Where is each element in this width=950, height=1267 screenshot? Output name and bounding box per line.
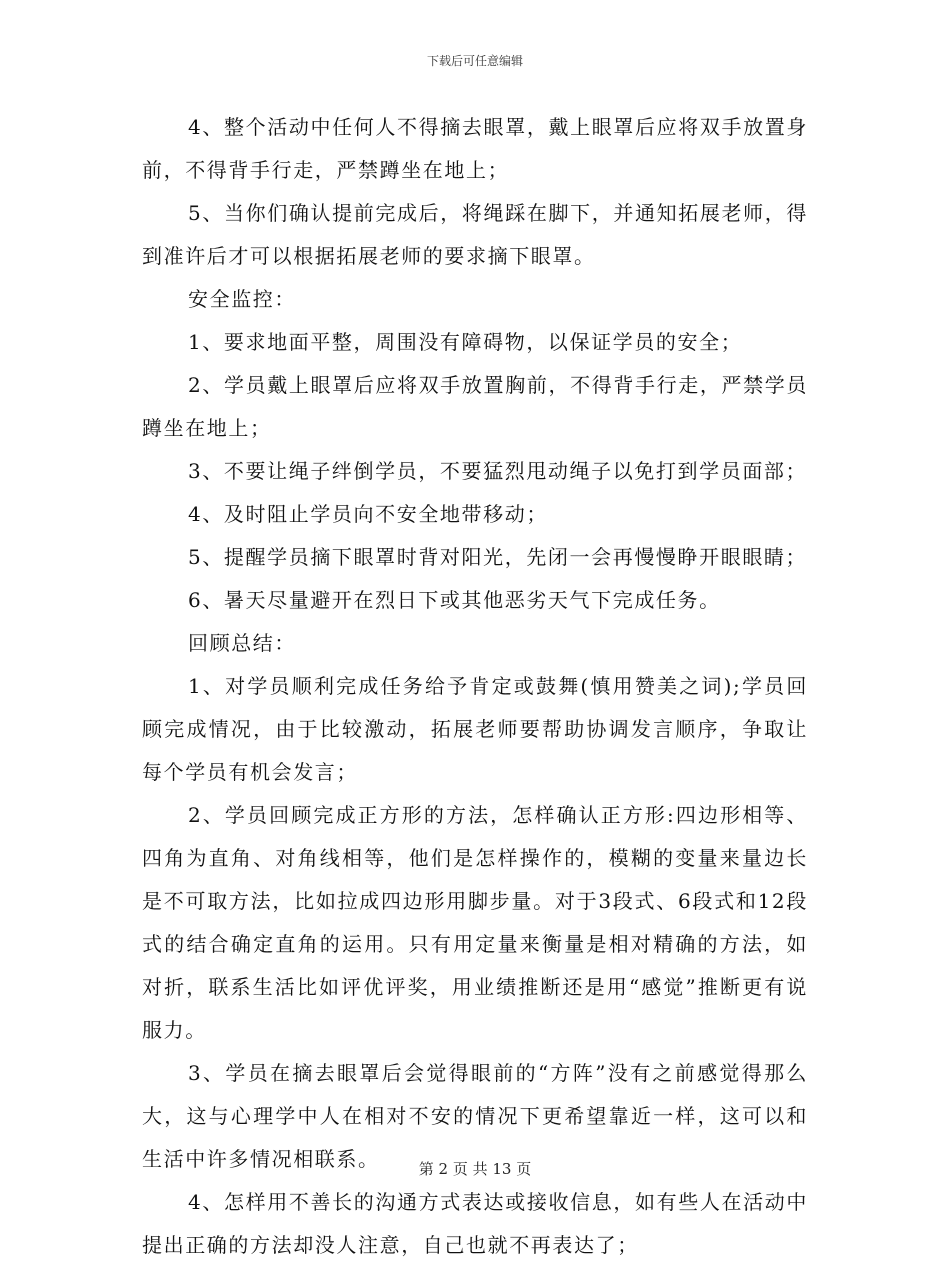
- paragraph-rule-4: 4、整个活动中任何人不得摘去眼罩，戴上眼罩后应将双手放置身前，不得背手行走，严禁蹲坐在地上；: [142, 115, 808, 182]
- section-heading-safety: 安全监控：: [188, 287, 296, 311]
- paragraph-safety-2: 2、学员戴上眼罩后应将双手放置胸前，不得背手行走，严禁学员蹲坐在地上；: [142, 373, 808, 440]
- paragraph-review-2: 2、学员回顾完成正方形的方法，怎样确认正方形:四边形相等、四角为直角、对角线相等，他们是怎样操作的，模糊的变量来量边长是不可取方法，比如拉成四边形用脚步量。对于3段式、6段式和12段式的结合确定直角的运用。只有用定量来衡量是相对精确的方法，如对折，联系生活比如评优评奖，用业绩推断还是用“感觉”推断更有说服力。: [142, 803, 808, 1042]
- paragraph-review-4: 4、怎样用不善长的沟通方式表达或接收信息，如有些人在活动中提出正确的方法却没人注意，自己也就不再表达了；: [142, 1190, 808, 1257]
- paragraph-safety-3: 3、不要让绳子绊倒学员，不要猛烈甩动绳子以免打到学员面部；: [188, 459, 808, 483]
- document-body: [142, 106, 808, 1267]
- paragraph-safety-1: 1、要求地面平整，周围没有障碍物，以保证学员的安全；: [188, 330, 743, 354]
- page-header: 下载后可任意编辑: [426, 54, 523, 68]
- paragraph-safety-4: 4、及时阻止学员向不安全地带移动；: [188, 502, 548, 526]
- paragraph-review-1: 1、对学员顺利完成任务给予肯定或鼓舞(慎用赞美之词);学员回顾完成情况，由于比较激动，拓展老师要帮助协调发言顺序，争取让每个学员有机会发言；: [142, 674, 808, 784]
- page-number: 第 2 页 共 13 页: [418, 1160, 532, 1178]
- paragraph-rule-5: 5、当你们确认提前完成后，将绳踩在脚下，并通知拓展老师，得到准许后才可以根据拓展老师的要求摘下眼罩。: [142, 201, 808, 268]
- paragraph-safety-5: 5、提醒学员摘下眼罩时背对阳光，先闭一会再慢慢睁开眼眼睛；: [188, 545, 808, 569]
- paragraph-review-3: 3、学员在摘去眼罩后会觉得眼前的“方阵”没有之前感觉得那么大，这与心理学中人在相对不安的情况下更希望靠近一样，这可以和生活中许多情况相联系。: [142, 1061, 808, 1171]
- section-heading-review: 回顾总结：: [188, 631, 296, 655]
- paragraph-safety-6: 6、暑天尽量避开在烈日下或其他恶劣天气下完成任务。: [188, 588, 721, 612]
